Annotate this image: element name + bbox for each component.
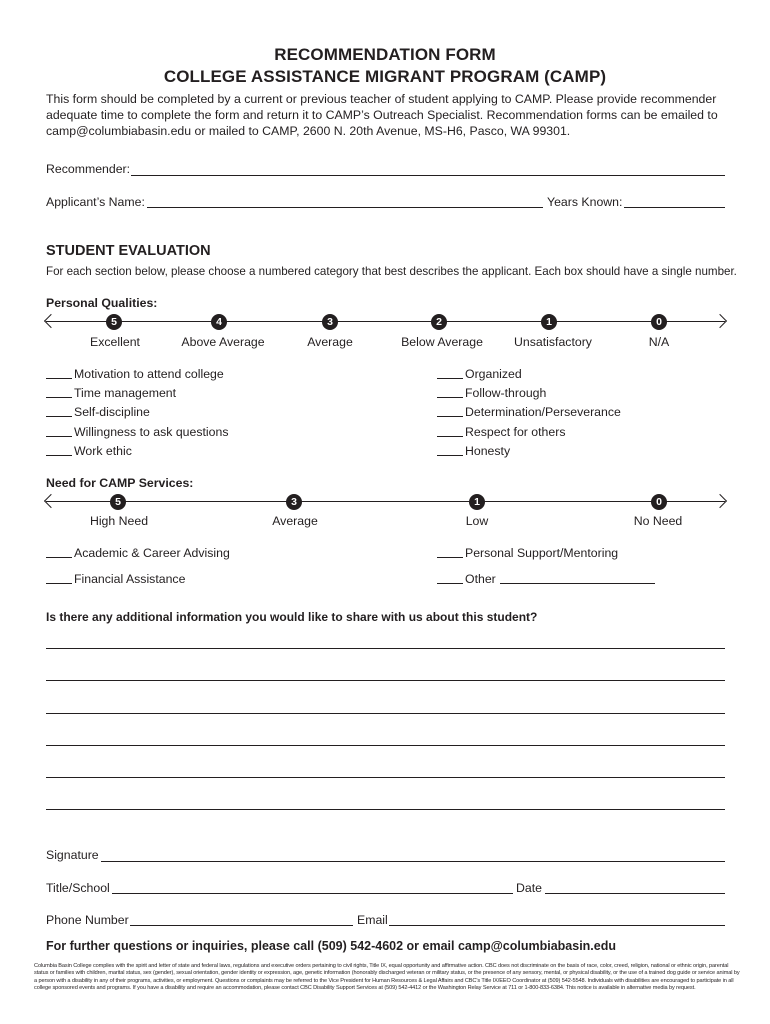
rating-item-label: Motivation to attend college (74, 367, 224, 381)
rating-item[interactable] (437, 405, 621, 419)
rating-item[interactable] (437, 367, 522, 381)
personal-qualities-heading: Personal Qualities: (46, 296, 158, 310)
applicant-name-label: Applicant’s Name: (46, 195, 145, 209)
rating-item[interactable] (46, 367, 224, 381)
scale-number-0: 0 (651, 494, 667, 510)
rating-item-label: Respect for others (465, 425, 566, 439)
rating-item[interactable] (437, 386, 546, 400)
scale-number-3: 3 (286, 494, 302, 510)
camp-services-heading: Need for CAMP Services: (46, 476, 194, 490)
scale-number-5: 5 (110, 494, 126, 510)
rating-item-label: Willingness to ask questions (74, 425, 229, 439)
rating-item-label: Honesty (465, 444, 511, 458)
rating-item[interactable] (46, 386, 176, 400)
scale-label-below-average: Below Average (401, 335, 483, 349)
date-field[interactable] (545, 893, 725, 894)
form-title: RECOMMENDATION FORM (274, 45, 496, 64)
rating-item-label: Academic & Career Advising (74, 546, 230, 560)
rating-item[interactable] (437, 444, 510, 458)
personal-qualities-scale (44, 313, 727, 331)
rating-blank[interactable] (437, 455, 463, 456)
scale-number-1: 1 (541, 314, 557, 330)
arrow-right-icon (713, 314, 727, 328)
student-evaluation-heading: STUDENT EVALUATION (46, 243, 211, 259)
rating-item-label: Organized (465, 367, 522, 381)
answer-line[interactable] (46, 777, 725, 778)
scale-label-average: Average (307, 335, 353, 349)
years-known-field[interactable] (624, 207, 725, 208)
email-label: Email (357, 913, 388, 927)
rating-item-label: Personal Support/Mentoring (465, 546, 619, 560)
answer-line[interactable] (46, 680, 725, 681)
scale-line (46, 501, 725, 502)
rating-blank[interactable] (46, 397, 72, 398)
scale-label-excellent: Excellent (90, 335, 140, 349)
scale-label-above-average: Above Average (181, 335, 265, 349)
arrow-left-icon (44, 494, 58, 508)
title-school-label: Title/School (46, 881, 110, 895)
years-known-label: Years Known: (547, 195, 623, 209)
rating-blank[interactable] (437, 378, 463, 379)
evaluation-instructions: For each section below, please choose a numbered category that best describes the applicant. Each box should have a single number. (46, 265, 737, 278)
rating-item-label: Work ethic (74, 444, 132, 458)
rating-blank[interactable] (46, 455, 72, 456)
scale-number-3: 3 (322, 314, 338, 330)
rating-blank[interactable] (437, 436, 463, 437)
rating-item-label: Follow-through (465, 386, 547, 400)
arrow-right-icon (713, 494, 727, 508)
program-title: COLLEGE ASSISTANCE MIGRANT PROGRAM (CAMP) (163, 67, 607, 86)
scale-line (46, 321, 725, 322)
title-school-field[interactable] (112, 893, 513, 894)
rating-blank[interactable] (46, 557, 72, 558)
arrow-left-icon (44, 314, 58, 328)
rating-blank[interactable] (437, 397, 463, 398)
rating-blank[interactable] (46, 583, 72, 584)
answer-line[interactable] (46, 809, 725, 810)
intro-line: adequate time to complete the form and return it to CAMP’s Outreach Specialist. Recommendation forms can be emailed to (46, 108, 718, 122)
scale-number-2: 2 (431, 314, 447, 330)
rating-item[interactable] (46, 572, 185, 586)
nondiscrimination-notice: Columbia Basin College complies with the spirit and letter of state and federal laws, regulations and executive orders pertaining to civil rights, Title IX, equal opportunity and affirmative action. CBC does not discriminate on the basis of race, color, creed, religion, national or ethnic origin, parental status or families with children, marital status, sex (gender), sexual orientation, gender identity or expression, age, genetic information (honorably discharged veteran or military status, or the presence of any sensory, mental, or physical disability, or the use of a trained dog guide or service animal by a person with a disability in any of their programs, activities, or employment. Questions or complaints may be referred to the Vice President for Human Resources & Legal Affairs and CBC's Title IX/EEO Coordinator at (509) 542-5548. Individuals with disabilities are encouraged to participate in all college sponsored events and programs. If you have a disability and require an accommodation, please contact CBC Disability Support Services at (509) 542-4412 or the Washington Relay Service at 711 or 1-800-833-6384. This notice is available in alternative media by request. (34, 963, 740, 992)
recommender-field[interactable] (131, 175, 725, 176)
rating-blank[interactable] (437, 557, 463, 558)
date-label: Date (516, 881, 542, 895)
scale-label-unsatisfactory: Unsatisfactory (514, 335, 592, 349)
personal-scale-labels (44, 335, 727, 351)
rating-item-label: Determination/Perseverance (465, 405, 621, 419)
camp-scale-labels (44, 514, 727, 530)
additional-info-question: Is there any additional information you would like to share with us about this student? (46, 610, 538, 624)
intro-line: This form should be completed by a current or previous teacher of student applying to CAMP. Please provide recommender (46, 92, 717, 106)
rating-blank[interactable] (46, 416, 72, 417)
rating-blank[interactable] (437, 583, 463, 584)
rating-item[interactable] (437, 425, 565, 439)
rating-item-label: Financial Assistance (74, 572, 186, 586)
scale-label-average: Average (272, 514, 318, 528)
rating-item-label: Self-discipline (74, 405, 150, 419)
applicant-name-field[interactable] (147, 207, 543, 208)
scale-number-0: 0 (651, 314, 667, 330)
rating-item[interactable] (46, 444, 132, 458)
rating-item[interactable] (46, 425, 228, 439)
scale-label-na: N/A (648, 335, 670, 349)
rating-item[interactable] (46, 546, 230, 560)
signature-field[interactable] (101, 861, 725, 862)
phone-number-field[interactable] (130, 925, 353, 926)
rating-item[interactable] (46, 405, 150, 419)
email-field[interactable] (389, 925, 725, 926)
scale-label-high-need: High Need (89, 514, 149, 528)
scale-number-5: 5 (106, 314, 122, 330)
camp-services-scale (44, 493, 727, 511)
answer-line[interactable] (46, 745, 725, 746)
scale-label-low: Low (465, 514, 489, 528)
rating-blank[interactable] (46, 436, 72, 437)
rating-blank[interactable] (46, 378, 72, 379)
scale-label-no-need: No Need (633, 514, 683, 528)
scale-number-4: 4 (211, 314, 227, 330)
phone-number-label: Phone Number (46, 913, 129, 927)
intro-line: camp@columbiabasin.edu or mailed to CAMP, 2600 N. 20th Avenue, MS-H6, Pasco, WA 99301. (46, 124, 571, 138)
rating-item-label: Time management (74, 386, 177, 400)
rating-blank[interactable] (437, 416, 463, 417)
contact-info: For further questions or inquiries, please call (509) 542-4602 or email camp@columbiabasin.edu (46, 939, 617, 953)
signature-label: Signature (46, 848, 99, 862)
recommender-label: Recommender: (46, 162, 131, 176)
rating-item[interactable] (437, 572, 655, 586)
rating-item[interactable] (437, 546, 618, 560)
answer-line[interactable] (46, 713, 725, 714)
answer-line[interactable] (46, 648, 725, 649)
other-field[interactable] (500, 583, 655, 584)
rating-item-label: Other (465, 572, 496, 586)
scale-number-1: 1 (469, 494, 485, 510)
intro-paragraph (46, 91, 736, 139)
